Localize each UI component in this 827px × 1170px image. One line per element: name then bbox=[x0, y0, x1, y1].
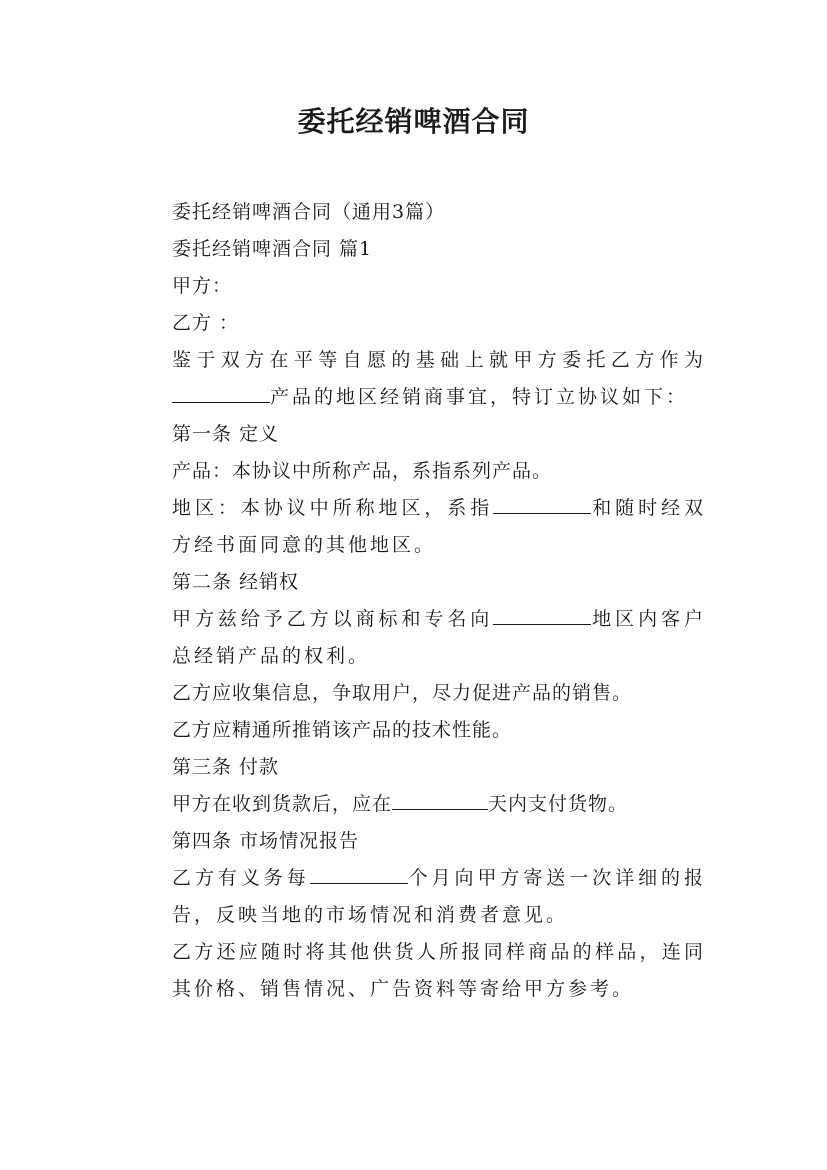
article-3-heading: 第三条 付款 bbox=[172, 756, 280, 778]
party-a-line: 甲方： bbox=[172, 275, 233, 297]
article-1-region-blank bbox=[493, 493, 591, 514]
section-heading: 委托经销啤酒合同 篇1 bbox=[172, 238, 373, 260]
document-body bbox=[126, 194, 706, 1008]
article-1-region-after: 和随时经双方经书面同意的其他地区。 bbox=[172, 497, 706, 556]
intro-line: 委托经销啤酒合同（通用3篇） bbox=[172, 201, 446, 223]
preamble-fill-blank bbox=[172, 382, 270, 403]
article-3-p1-after: 天内支付货物。 bbox=[488, 793, 629, 815]
article-1-product: 产品：本协议中所称产品，系指系列产品。 bbox=[172, 460, 553, 482]
article-2-p1-blank bbox=[493, 604, 591, 625]
article-1-heading: 第一条 定义 bbox=[172, 423, 280, 445]
article-4-p1-before: 乙方有义务每 bbox=[172, 867, 310, 889]
article-2-paragraph-2: 乙方应收集信息，争取用户，尽力促进产品的销售。 bbox=[172, 682, 633, 704]
article-3-paragraph-1 bbox=[126, 786, 706, 823]
party-b-line: 乙方 ： bbox=[172, 312, 240, 334]
article-1-region-before: 地区：本协议中所称地区，系指 bbox=[172, 497, 494, 519]
article-4-p1-blank bbox=[310, 863, 408, 884]
article-2-paragraph-1 bbox=[126, 601, 706, 675]
article-4-p1-after: 个月向甲方寄送一次详细的报告，反映当地的市场情况和消费者意见。 bbox=[172, 867, 706, 926]
article-2-p1-before: 甲方兹给予乙方以商标和专名向 bbox=[172, 608, 494, 630]
article-2-paragraph-3: 乙方应精通所推销该产品的技术性能。 bbox=[172, 719, 513, 741]
article-1-region-paragraph bbox=[126, 490, 706, 564]
preamble-text-after: 产品的地区经销商事宜，特订立协议如下： bbox=[270, 386, 689, 408]
document-title: 委托经销啤酒合同 bbox=[297, 105, 530, 138]
article-4-paragraph-1 bbox=[126, 860, 706, 934]
article-4-heading: 第四条 市场情况报告 bbox=[172, 830, 360, 852]
article-2-heading: 第二条 经销权 bbox=[172, 571, 300, 593]
article-3-p1-blank bbox=[392, 789, 488, 810]
preamble-paragraph bbox=[126, 342, 706, 416]
article-2-p1-after: 地区内客户总经销产品的权利。 bbox=[172, 608, 706, 667]
preamble-text-before: 鉴于双方在平等自愿的基础上就甲方委托乙方作为 bbox=[172, 349, 706, 371]
article-3-p1-before: 甲方在收到货款后，应在 bbox=[172, 793, 393, 815]
article-4-paragraph-2: 乙方还应随时将其他供货人所报同样商品的样品，连同其价格、销售情况、广告资料等寄给甲方参考。 bbox=[172, 941, 706, 1000]
